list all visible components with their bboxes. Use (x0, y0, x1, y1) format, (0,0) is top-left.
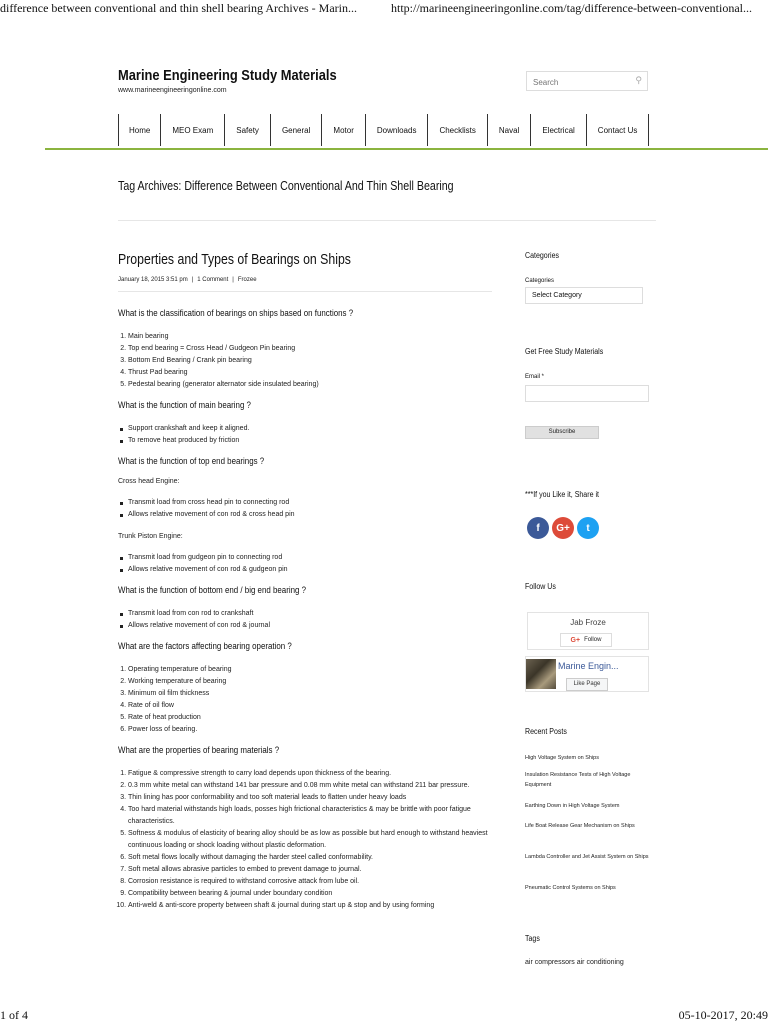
print-datetime: 05-10-2017, 20:49 (678, 1008, 768, 1022)
list-item: 6. Power loss of bearing. (128, 724, 490, 736)
list-item: 1. Operating temperature of bearing (128, 664, 490, 676)
bullet-list (118, 497, 490, 521)
list-item: 5. Softness & modulus of elasticity of bearing alloy should be as low as possible but hard enough to withstand heaviest continuous loading or shock loading without plastic deformation. (128, 828, 490, 852)
recent-posts-heading: Recent Posts (525, 727, 567, 736)
email-field[interactable] (525, 385, 649, 402)
search-box[interactable] (526, 71, 648, 91)
nav-item-checklists[interactable]: Checklists (428, 114, 487, 146)
recent-post-link[interactable]: Life Boat Release Gear Mechanism on Ships (525, 823, 635, 829)
list-item: 7. Soft metal allows abrasive particles to embed to prevent damage to journal. (128, 864, 490, 876)
section-question: What are the factors affecting bearing operation ? (118, 641, 292, 651)
post-comments-link[interactable]: 1 Comment (197, 277, 229, 283)
twitter-icon[interactable]: t (577, 517, 599, 539)
nav-item-general[interactable]: General (271, 114, 322, 146)
ordered-list (118, 331, 490, 391)
categories-label: Categories (525, 278, 555, 284)
nav-item-home[interactable]: Home (119, 114, 161, 146)
list-item: Allows relative movement of con rod & journal (118, 620, 490, 632)
gplus-follow-button[interactable] (560, 633, 612, 647)
section-question: What is the classification of bearings on ships based on functions ? (118, 308, 354, 318)
list-item: 4. Rate of oil flow (128, 700, 490, 712)
list-item: 3. Minimum oil film thickness (128, 688, 490, 700)
section-question: What is the function of top end bearings ? (118, 456, 265, 466)
subscribe-button[interactable]: Subscribe (525, 426, 599, 439)
list-item: 2. Top end bearing = Cross Head / Gudgeon Pin bearing (128, 343, 490, 355)
section-question: What is the function of bottom end / big end bearing ? (118, 585, 307, 595)
post-author[interactable]: Frozee (237, 277, 257, 283)
recent-post-link[interactable]: Earthing Down in High Voltage System (525, 803, 620, 809)
list-item: 3. Bottom End Bearing / Crank pin bearing (128, 355, 490, 367)
bullet-list (118, 608, 490, 632)
list-item: Transmit load from gudgeon pin to connecting rod (118, 552, 490, 564)
google-plus-icon[interactable]: G+ (552, 517, 574, 539)
search-input[interactable] (527, 74, 627, 92)
list-item: Allows relative movement of con rod & cross head pin (118, 509, 490, 521)
list-item: 4. Too hard material withstands high loads, posses high frictional characteristics & may be brittle with poor fatigue characteristics. (128, 804, 490, 828)
bullet-list (118, 552, 490, 576)
ordered-list (118, 664, 490, 736)
list-item: 5. Pedestal bearing (generator alternator side insulated bearing) (128, 379, 490, 391)
list-item: Transmit load from con rod to crankshaft (118, 608, 490, 620)
post-meta: January 18, 2015 3:51 pm | 1 Comment | Frozee (118, 277, 257, 283)
divider (118, 291, 492, 292)
categories-heading: Categories (525, 251, 560, 260)
list-item: 1. Fatigue & compressive strength to carry load depends upon thickness of the bearing. (128, 768, 490, 780)
page-thumbnail[interactable] (526, 659, 556, 689)
study-materials-heading: Get Free Study Materials (525, 347, 604, 356)
gplus-profile-name[interactable]: Jab Froze (570, 618, 606, 627)
email-label: Email * (525, 374, 545, 380)
nav-item-contact-us[interactable]: Contact Us (587, 114, 650, 146)
list-item: 8. Corrosion resistance is required to withstand corrosive attack from lube oil. (128, 876, 490, 888)
divider (118, 220, 656, 221)
nav-divider (45, 148, 768, 150)
print-footer (0, 1008, 768, 1024)
list-item: 3. Thin lining has poor conformability and too soft material leads to flatten under heavy loads (128, 792, 490, 804)
recent-post-link[interactable]: High Voltage System on Ships (525, 755, 599, 761)
recent-post-link[interactable]: Lambda Controller and Jet Assist System on Ships (525, 854, 649, 860)
main-nav (118, 114, 649, 146)
nav-item-safety[interactable]: Safety (225, 114, 271, 146)
list-item: 10. Anti-weld & anti-score property between shaft & journal during start up & stop and by using forming (128, 900, 490, 912)
facebook-icon[interactable]: f (527, 517, 549, 539)
search-icon[interactable]: ⚲ (635, 75, 642, 85)
category-select[interactable]: Select Category (525, 287, 643, 304)
list-item: To remove heat produced by friction (118, 435, 490, 447)
nav-item-meo-exam[interactable]: MEO Exam (161, 114, 225, 146)
social-share-buttons (527, 517, 599, 539)
list-item: Support crankshaft and keep it aligned. (118, 423, 490, 435)
list-item: 5. Rate of heat production (128, 712, 490, 724)
list-item: 1. Main bearing (128, 331, 490, 343)
print-page-url: http://marineengineeringonline.com/tag/difference-between-conventional... (391, 1, 752, 15)
list-item: Allows relative movement of con rod & gudgeon pin (118, 564, 490, 576)
google-plus-icon: G+ (570, 636, 581, 644)
site-url[interactable]: www.marineengineeringonline.com (118, 87, 227, 94)
post-content (118, 308, 490, 912)
follow-heading: Follow Us (525, 582, 556, 591)
print-page-title: difference between conventional and thin shell bearing Archives - Marin... (0, 1, 357, 15)
tag-archive-title: Tag Archives: Difference Between Conventional And Thin Shell Bearing (118, 178, 454, 193)
facebook-page-widget (525, 656, 649, 692)
site-title[interactable]: Marine Engineering Study Materials (118, 67, 337, 84)
list-item: 6. Soft metal flows locally without damaging the harder steel called conformability. (128, 852, 490, 864)
tag-cloud[interactable]: air compressors air conditioning (525, 959, 624, 966)
nav-item-downloads[interactable]: Downloads (366, 114, 429, 146)
nav-item-electrical[interactable]: Electrical (531, 114, 586, 146)
share-heading: ***If you Like it, Share it (525, 490, 599, 499)
follow-label: Follow (584, 637, 602, 643)
tags-heading: Tags (525, 934, 540, 943)
list-item: 2. 0.3 mm white metal can withstand 141 bar pressure and 0.08 mm white metal can withstand 211 bar pressure. (128, 780, 490, 792)
list-item: 4. Thrust Pad bearing (128, 367, 490, 379)
list-item: Transmit load from cross head pin to connecting rod (118, 497, 490, 509)
nav-item-motor[interactable]: Motor (322, 114, 365, 146)
recent-post-link[interactable]: Pneumatic Control Systems on Ships (525, 885, 616, 891)
ordered-list (118, 768, 490, 912)
facebook-page-name[interactable]: Marine Engin... (558, 661, 619, 671)
print-header (0, 0, 768, 18)
post-title[interactable]: Properties and Types of Bearings on Ships (118, 251, 351, 268)
section-question: What is the function of main bearing ? (118, 400, 251, 410)
post-date: January 18, 2015 3:51 pm (118, 277, 188, 283)
nav-item-naval[interactable]: Naval (488, 114, 531, 146)
like-page-button[interactable]: Like Page (566, 678, 608, 691)
section-question: What are the properties of bearing materials ? (118, 745, 280, 755)
bullet-list (118, 423, 490, 447)
recent-post-link[interactable]: Insulation Resistance Tests of High Voltage Equipment (525, 772, 631, 788)
subsection-label: Cross head Engine: (118, 478, 180, 485)
list-item: 2. Working temperature of bearing (128, 676, 490, 688)
list-item: 9. Compatibility between bearing & journal under boundary condition (128, 888, 490, 900)
gplus-follow-widget (527, 612, 649, 650)
page-number: 1 of 4 (0, 1008, 28, 1022)
subsection-label: Trunk Piston Engine: (118, 533, 183, 540)
